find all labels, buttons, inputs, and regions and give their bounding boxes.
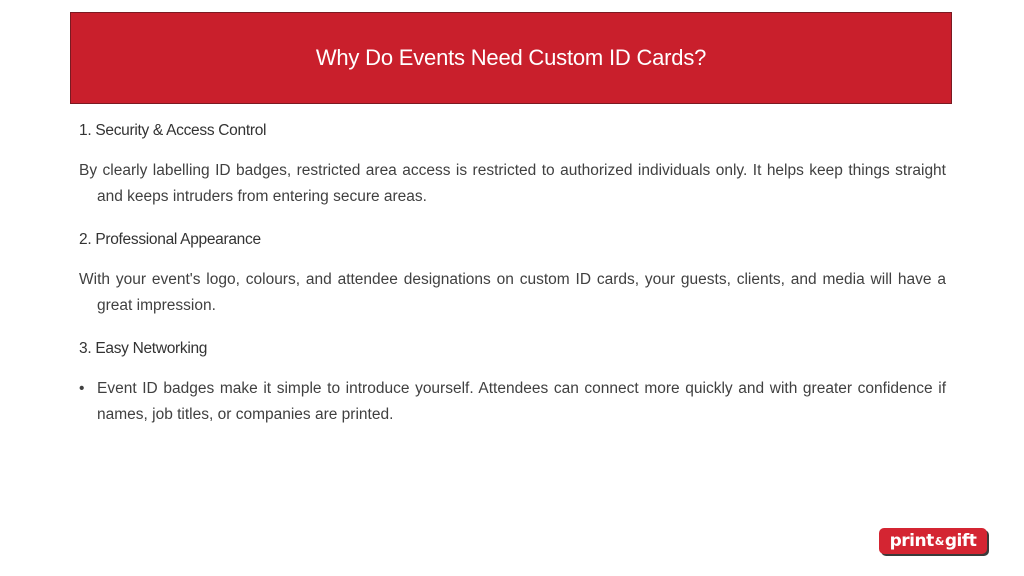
section-body-appearance: With your event's logo, colours, and attendee designations on custom ID cards, your guests, clients, and media will have a great impression. bbox=[79, 271, 946, 314]
slide-content bbox=[79, 118, 946, 428]
logo-text-gift: gift bbox=[944, 531, 977, 551]
slide-title: Why Do Events Need Custom ID Cards? bbox=[315, 45, 707, 70]
logo-ampersand: & bbox=[934, 534, 944, 548]
section-heading-security: 1. Security & Access Control bbox=[79, 122, 267, 139]
section-body-security: By clearly labelling ID badges, restricted area access is restricted to authorized individuals only. It helps keep things straight and keeps intruders from entering secure areas. bbox=[79, 162, 946, 205]
print-and-gift-logo bbox=[879, 528, 987, 554]
bullet-icon: • bbox=[79, 380, 85, 397]
section-heading-appearance: 2. Professional Appearance bbox=[79, 231, 261, 248]
section-bullet-networking bbox=[79, 376, 946, 428]
title-banner bbox=[70, 12, 952, 104]
section-heading-networking: 3. Easy Networking bbox=[79, 340, 208, 357]
logo-text-print: print bbox=[889, 531, 934, 551]
section-body-networking: Event ID badges make it simple to introduce yourself. Attendees can connect more quickly and with greater confidence if names, job titles, or companies are printed. bbox=[97, 380, 946, 423]
